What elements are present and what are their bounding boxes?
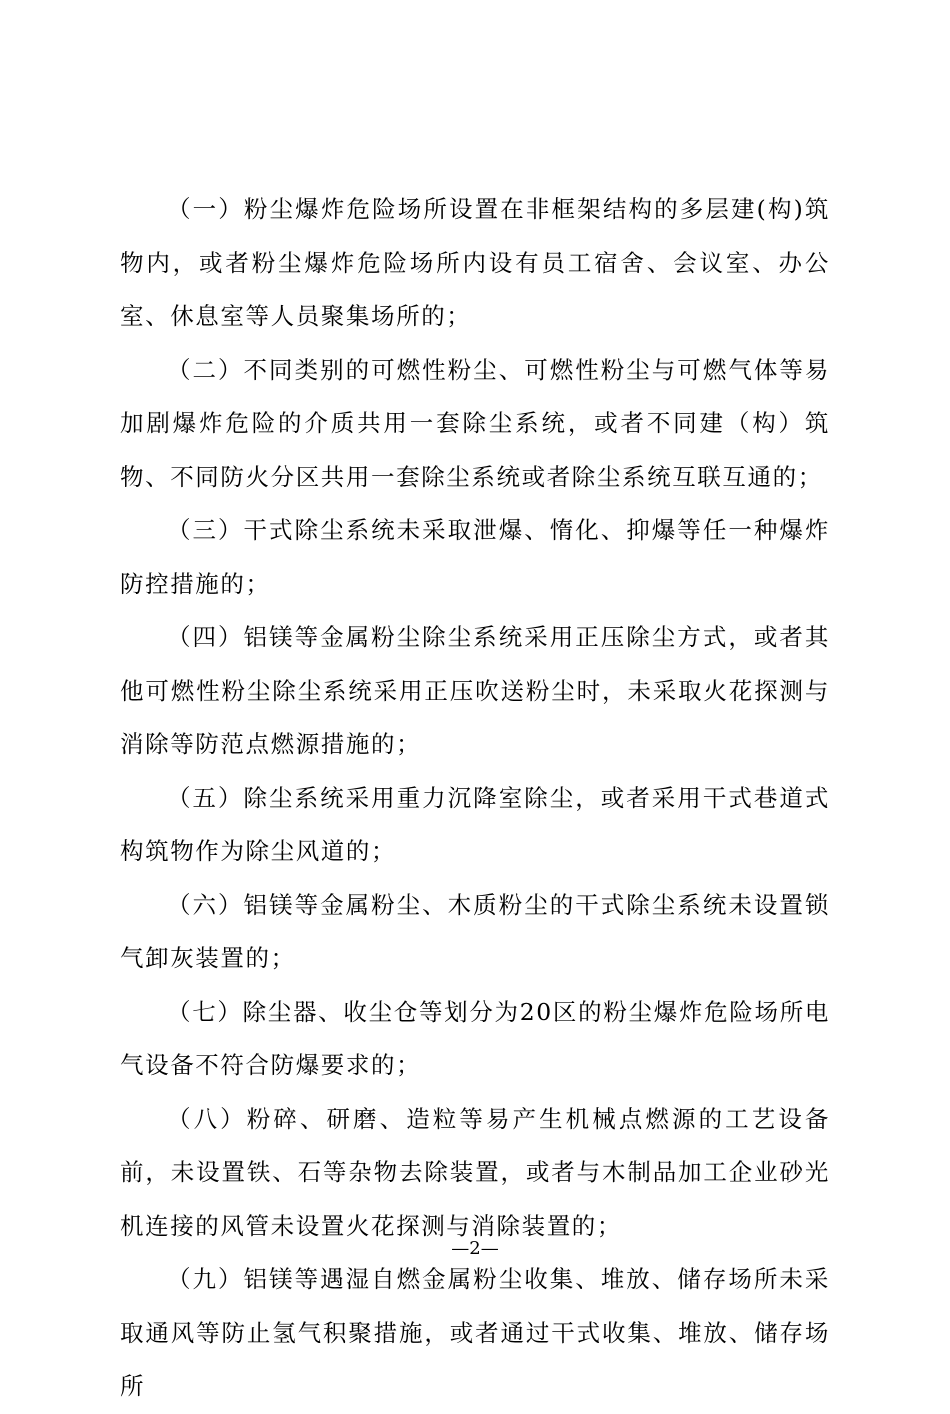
paragraph-item-7: （七）除尘器、收尘仓等划分为20区的粉尘爆炸危险场所电气设备不符合防爆要求的； [120, 997, 830, 1079]
paragraph-item-1: （一）粉尘爆炸危险场所设置在非框架结构的多层建(构)筑物内，或者粉尘爆炸危险场所内设有员工宿舍、会议室、办公室、休息室等人员聚集场所的； [120, 195, 830, 330]
paragraph-item-3: （三）干式除尘系统未采取泄爆、惰化、抑爆等任一种爆炸防控措施的； [120, 516, 830, 598]
paragraph-item-4: （四）铝镁等金属粉尘除尘系统采用正压除尘方式，或者其他可燃性粉尘除尘系统采用正压吹送粉尘时，未采取火花探测与消除等防范点燃源措施的； [120, 623, 830, 758]
paragraph-item-2: （二）不同类别的可燃性粉尘、可燃性粉尘与可燃气体等易加剧爆炸危险的介质共用一套除尘系统，或者不同建（构）筑物、不同防火分区共用一套除尘系统或者除尘系统互联互通的； [120, 355, 830, 491]
page-number: —2— [451, 1238, 499, 1259]
paragraph-item-9: （九）铝镁等遇湿自燃金属粉尘收集、堆放、储存场所未采取通风等防止氢气积聚措施，或者通过干式收集、堆放、储存场所 [120, 1265, 830, 1400]
document-body [120, 183, 830, 1414]
paragraph-item-6: （六）铝镁等金属粉尘、木质粉尘的干式除尘系统未设置锁气卸灰装置的； [120, 890, 830, 972]
paragraph-item-8: （八）粉碎、研磨、造粒等易产生机械点燃源的工艺设备前，未设置铁、石等杂物去除装置，或者与木制品加工企业砂光机连接的风管未设置火花探测与消除装置的； [120, 1104, 830, 1240]
paragraph-item-5: （五）除尘系统采用重力沉降室除尘，或者采用干式巷道式构筑物作为除尘风道的； [120, 783, 830, 865]
